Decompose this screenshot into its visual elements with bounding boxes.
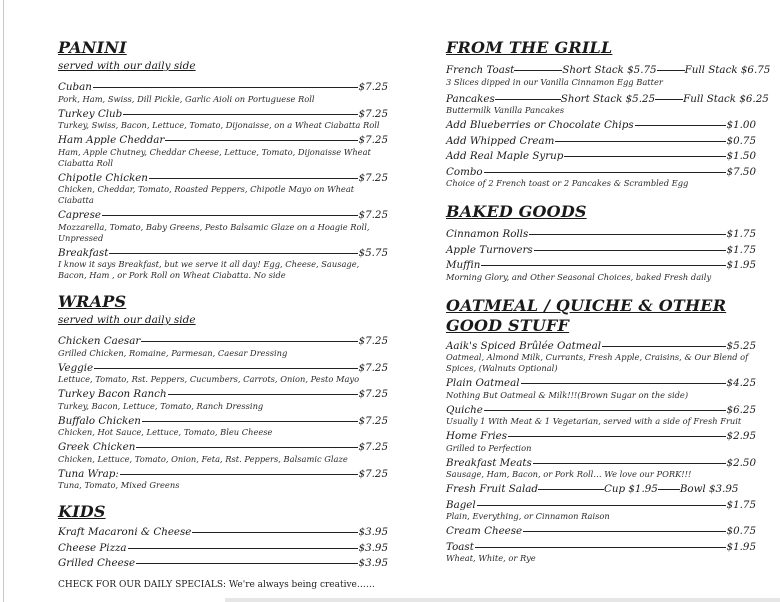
item-description: Nothing But Oatmeal & Milk!!!(Brown Sugar on the side) xyxy=(446,389,689,400)
leader-line xyxy=(481,265,725,266)
item-name: Combo xyxy=(446,165,483,178)
menu-item-greek-chicken xyxy=(58,441,388,465)
item-price: $7.25 xyxy=(358,335,388,347)
menu-item-add-real-maple-syrup xyxy=(446,150,756,163)
page-bottom-edge xyxy=(225,598,780,602)
item-name: Pancakes xyxy=(446,92,495,105)
panini-section xyxy=(58,38,388,281)
menu-item-aaik-s-spiced-br-l-e-oatmeal xyxy=(446,340,756,375)
item-price: $7.50 xyxy=(726,165,756,178)
leader-line xyxy=(523,531,725,532)
kids-section xyxy=(58,502,388,570)
page-edge-line xyxy=(3,0,4,602)
item-name: Chicken Caesar xyxy=(58,335,141,347)
cup-price: Cup $1.95 xyxy=(603,483,658,495)
section-subtitle-wraps: served with our daily side xyxy=(58,314,196,326)
daily-specials-notice: CHECK FOR OUR DAILY SPECIALS: We're always being creative…… xyxy=(58,579,375,590)
item-name: Greek Chicken xyxy=(58,441,136,453)
item-description: Chicken, Hot Sauce, Lettuce, Tomato, Bleu Cheese xyxy=(58,427,273,437)
item-description: Mozzarella, Tomato, Baby Greens, Pesto Balsamic Glaze on a Hoagie Roll, Unpressed xyxy=(58,221,370,243)
item-name: Turkey Bacon Ranch xyxy=(58,388,167,400)
leader-line xyxy=(136,563,357,564)
leader-line xyxy=(555,141,725,142)
item-price: $3.95 xyxy=(358,526,388,538)
item-description: Oatmeal, Almond Milk, Currants, Fresh Apple, Craisins, & Our Blend of Spices, (Walnuts Optional) xyxy=(446,352,749,373)
item-name: Quiche xyxy=(446,403,483,416)
item-description: Tuna, Tomato, Mixed Greens xyxy=(58,480,180,490)
section-title-panini: PANINI xyxy=(58,38,127,57)
menu-item-cuban xyxy=(58,81,388,105)
item-description: Chicken, Lettuce, Tomato, Onion, Feta, Rst. Peppers, Balsamic Glaze xyxy=(58,453,348,464)
item-price: $7.25 xyxy=(358,467,388,480)
section-subtitle-panini: served with our daily side xyxy=(58,60,196,72)
item-price: $7.25 xyxy=(358,209,388,221)
item-description: Choice of 2 French toast or 2 Pancakes & Scrambled Egg xyxy=(446,178,689,188)
item-price: $5.75 xyxy=(358,246,388,259)
menu-item-breakfast-meats xyxy=(446,457,756,481)
menu-item-turkey-bacon-ranch xyxy=(58,388,388,412)
item-name: Kraft Macaroni & Cheese xyxy=(58,526,192,538)
item-price: $1.75 xyxy=(726,228,756,240)
item-price: $1.50 xyxy=(726,150,756,162)
oatmeal-section xyxy=(446,296,756,565)
leader-line xyxy=(165,140,357,141)
item-price: $0.75 xyxy=(726,134,756,147)
leader-line xyxy=(128,548,358,549)
item-name: Apple Turnovers xyxy=(446,243,533,256)
item-price: $7.25 xyxy=(358,171,388,184)
item-name: Aaik's Spiced Brûlée Oatmeal xyxy=(446,339,602,352)
item-description: Turkey, Bacon, Lettuce, Tomato, Ranch Dressing xyxy=(58,400,264,411)
leader-line xyxy=(529,234,725,235)
menu-item-french-toast xyxy=(446,64,771,88)
leader-line xyxy=(149,178,358,179)
item-name: French Toast xyxy=(446,64,515,76)
short-stack-price: Short Stack $5.75 xyxy=(562,64,657,76)
menu-item-breakfast xyxy=(58,247,388,282)
item-name: Muffin xyxy=(446,259,481,271)
section-title-oatmeal: OATMEAL / QUICHE & OTHER GOOD STUFF xyxy=(446,295,727,335)
section-title-wraps: WRAPS xyxy=(58,292,127,311)
item-description: Wheat, White, or Rye xyxy=(446,553,536,563)
menu-item-apple-turnovers xyxy=(446,244,756,257)
item-name: Add Real Maple Syrup xyxy=(446,150,564,162)
item-name: Add Whipped Cream xyxy=(446,134,555,147)
leader-line xyxy=(141,341,357,342)
item-price: $2.95 xyxy=(726,430,756,442)
item-name: Turkey Club xyxy=(58,107,123,120)
leader-line xyxy=(564,156,725,157)
item-name: Cream Cheese xyxy=(446,525,523,537)
oatmeal-items-more xyxy=(446,499,756,565)
item-price: $7.25 xyxy=(358,134,388,146)
bowl-price: Bowl $3.95 xyxy=(679,483,739,495)
menu-item-pancakes xyxy=(446,92,769,117)
grill-items xyxy=(446,119,756,189)
item-description: Ham, Apple Chutney, Cheddar Cheese, Lettuce, Tomato, Dijonaisse Wheat Ciabatta Roll xyxy=(58,146,371,168)
item-name: Plain Oatmeal xyxy=(446,377,520,389)
leader-line xyxy=(192,532,357,533)
item-description: Morning Glory, and Other Seasonal Choices, baked Fresh daily xyxy=(446,271,712,282)
leader-line xyxy=(484,410,726,411)
item-price: $1.75 xyxy=(726,498,756,511)
menu-item-combo xyxy=(446,166,756,190)
leader-line xyxy=(635,125,726,126)
section-title-grill: FROM THE GRILL xyxy=(446,38,613,57)
menu-item-kraft-macaroni-cheese xyxy=(58,526,388,539)
menu-item-tuna-wrap xyxy=(58,468,388,492)
section-title-kids: KIDS xyxy=(58,502,106,521)
item-name: Caprese xyxy=(58,209,102,221)
menu-item-plain-oatmeal xyxy=(446,377,756,401)
item-price: $1.00 xyxy=(726,119,756,131)
wraps-section xyxy=(58,292,388,491)
section-title-baked-goods: BAKED GOODS xyxy=(446,202,587,221)
item-description: Turkey, Swiss, Bacon, Lettuce, Tomato, Dijonaisse, on a Wheat Ciabatta Roll xyxy=(58,120,380,130)
leader-line xyxy=(109,253,357,254)
item-price: $7.25 xyxy=(358,361,388,374)
leader-line xyxy=(521,383,726,384)
item-price: $7.25 xyxy=(358,441,388,453)
leader-line xyxy=(533,463,726,464)
leader-line xyxy=(602,346,725,347)
item-price: $7.25 xyxy=(358,107,388,120)
menu-item-bagel xyxy=(446,499,756,523)
item-price: $2.50 xyxy=(726,456,756,469)
item-name: Buffalo Chicken xyxy=(58,414,141,427)
oatmeal-items xyxy=(446,340,756,481)
item-description: Plain, Everything, or Cinnamon Raison xyxy=(446,511,610,521)
leader-line xyxy=(142,421,358,422)
menu-item-add-blueberries-or-chocolate-chips xyxy=(446,119,756,132)
menu-item-add-whipped-cream xyxy=(446,135,756,148)
leader-line xyxy=(93,87,358,88)
kids-items xyxy=(58,526,388,570)
item-description: Chicken, Cheddar, Tomato, Roasted Peppers, Chipotle Mayo on Wheat Ciabatta xyxy=(58,184,355,205)
menu-item-cheese-pizza xyxy=(58,542,388,555)
item-name: Fresh Fruit Salad xyxy=(446,483,538,495)
item-name: Add Blueberries or Chocolate Chips xyxy=(446,119,634,131)
item-price: $7.25 xyxy=(358,388,388,400)
item-description: Sausage, Ham, Bacon, or Pork Roll… We love our PORK!!! xyxy=(446,469,692,479)
item-price: $7.25 xyxy=(358,81,388,93)
leader-line xyxy=(477,505,726,506)
leader-line xyxy=(475,547,726,548)
grill-section xyxy=(446,38,771,189)
menu-item-caprese xyxy=(58,209,388,244)
item-name: Grilled Cheese xyxy=(58,557,136,569)
menu-item-chicken-caesar xyxy=(58,335,388,359)
item-name: Cinnamon Rolls xyxy=(446,228,529,240)
item-price: $1.95 xyxy=(726,540,756,553)
item-description: Grilled Chicken, Romaine, Parmesan, Caesar Dressing xyxy=(58,347,288,358)
item-price: $7.25 xyxy=(358,414,388,427)
item-price: $1.75 xyxy=(726,243,756,256)
menu-item-veggie xyxy=(58,362,388,386)
menu-item-cinnamon-rolls xyxy=(446,228,756,241)
item-name: Bagel xyxy=(446,498,476,511)
item-price: $3.95 xyxy=(358,541,388,554)
item-price: $6.25 xyxy=(726,403,756,416)
menu-item-chipotle-chicken xyxy=(58,172,388,207)
menu-item-ham-apple-cheddar xyxy=(58,134,388,169)
item-price: $3.95 xyxy=(358,557,388,569)
leader-line xyxy=(534,250,726,251)
baked-items xyxy=(446,228,756,283)
item-price: $0.75 xyxy=(726,525,756,537)
item-name: Cuban xyxy=(58,81,92,93)
item-name: Ham Apple Cheddar xyxy=(58,134,165,146)
baked-goods-section xyxy=(446,202,756,283)
full-stack-price: Full Stack $6.25 xyxy=(683,92,769,105)
item-price: $4.25 xyxy=(726,377,756,389)
menu-item-cream-cheese xyxy=(446,525,756,538)
item-description: Grilled to Perfection xyxy=(446,442,532,453)
item-name: Toast xyxy=(446,540,474,553)
right-column xyxy=(446,38,771,567)
item-description: Pork, Ham, Swiss, Dill Pickle, Garlic Aioli on Portuguese Roll xyxy=(58,93,315,104)
left-column xyxy=(58,38,388,591)
wraps-items xyxy=(58,335,388,491)
item-description: I know it says Breakfast, but we serve it all day! Egg, Cheese, Sausage, Bacon, Ham , or Pork Roll on Wheat Ciabatta. No side xyxy=(58,259,360,280)
short-stack-price: Short Stack $5.25 xyxy=(560,92,656,105)
menu-item-turkey-club xyxy=(58,108,388,132)
item-name: Veggie xyxy=(58,361,94,374)
leader-line xyxy=(120,474,358,475)
item-name: Breakfast xyxy=(58,246,109,259)
menu-item-toast xyxy=(446,541,756,565)
menu-item-home-fries xyxy=(446,430,756,454)
item-description: Buttermilk Vanilla Pancakes xyxy=(446,105,565,115)
full-stack-price: Full Stack $6.75 xyxy=(684,64,771,76)
leader-line xyxy=(168,394,358,395)
leader-line xyxy=(508,436,725,437)
item-description: 3 Slices dipped in our Vanilla Cinnamon Egg Batter xyxy=(446,76,663,87)
item-price: $1.95 xyxy=(726,259,756,271)
item-description: Lettuce, Tomato, Rst. Peppers, Cucumbers, Carrots, Onion, Pesto Mayo xyxy=(58,374,360,384)
item-name: Chipotle Chicken xyxy=(58,171,148,184)
leader-line xyxy=(484,172,726,173)
leader-line xyxy=(136,447,357,448)
item-description: Usually 1 With Meat & 1 Vegetarian, served with a side of Fresh Fruit xyxy=(446,416,742,426)
item-price: $5.25 xyxy=(726,339,756,352)
menu-item-muffin xyxy=(446,259,756,283)
panini-items xyxy=(58,81,388,281)
item-name: Cheese Pizza xyxy=(58,541,127,554)
leader-line xyxy=(123,114,357,115)
menu-item-quiche xyxy=(446,404,756,428)
leader-line xyxy=(102,215,358,216)
item-name: Breakfast Meats xyxy=(446,456,532,469)
menu-item-fresh-fruit-salad xyxy=(446,483,756,496)
item-name: Tuna Wrap: xyxy=(58,467,119,480)
menu-item-grilled-cheese xyxy=(58,557,388,570)
menu-item-buffalo-chicken xyxy=(58,415,388,439)
item-name: Home Fries xyxy=(446,430,508,442)
leader-line xyxy=(94,368,357,369)
